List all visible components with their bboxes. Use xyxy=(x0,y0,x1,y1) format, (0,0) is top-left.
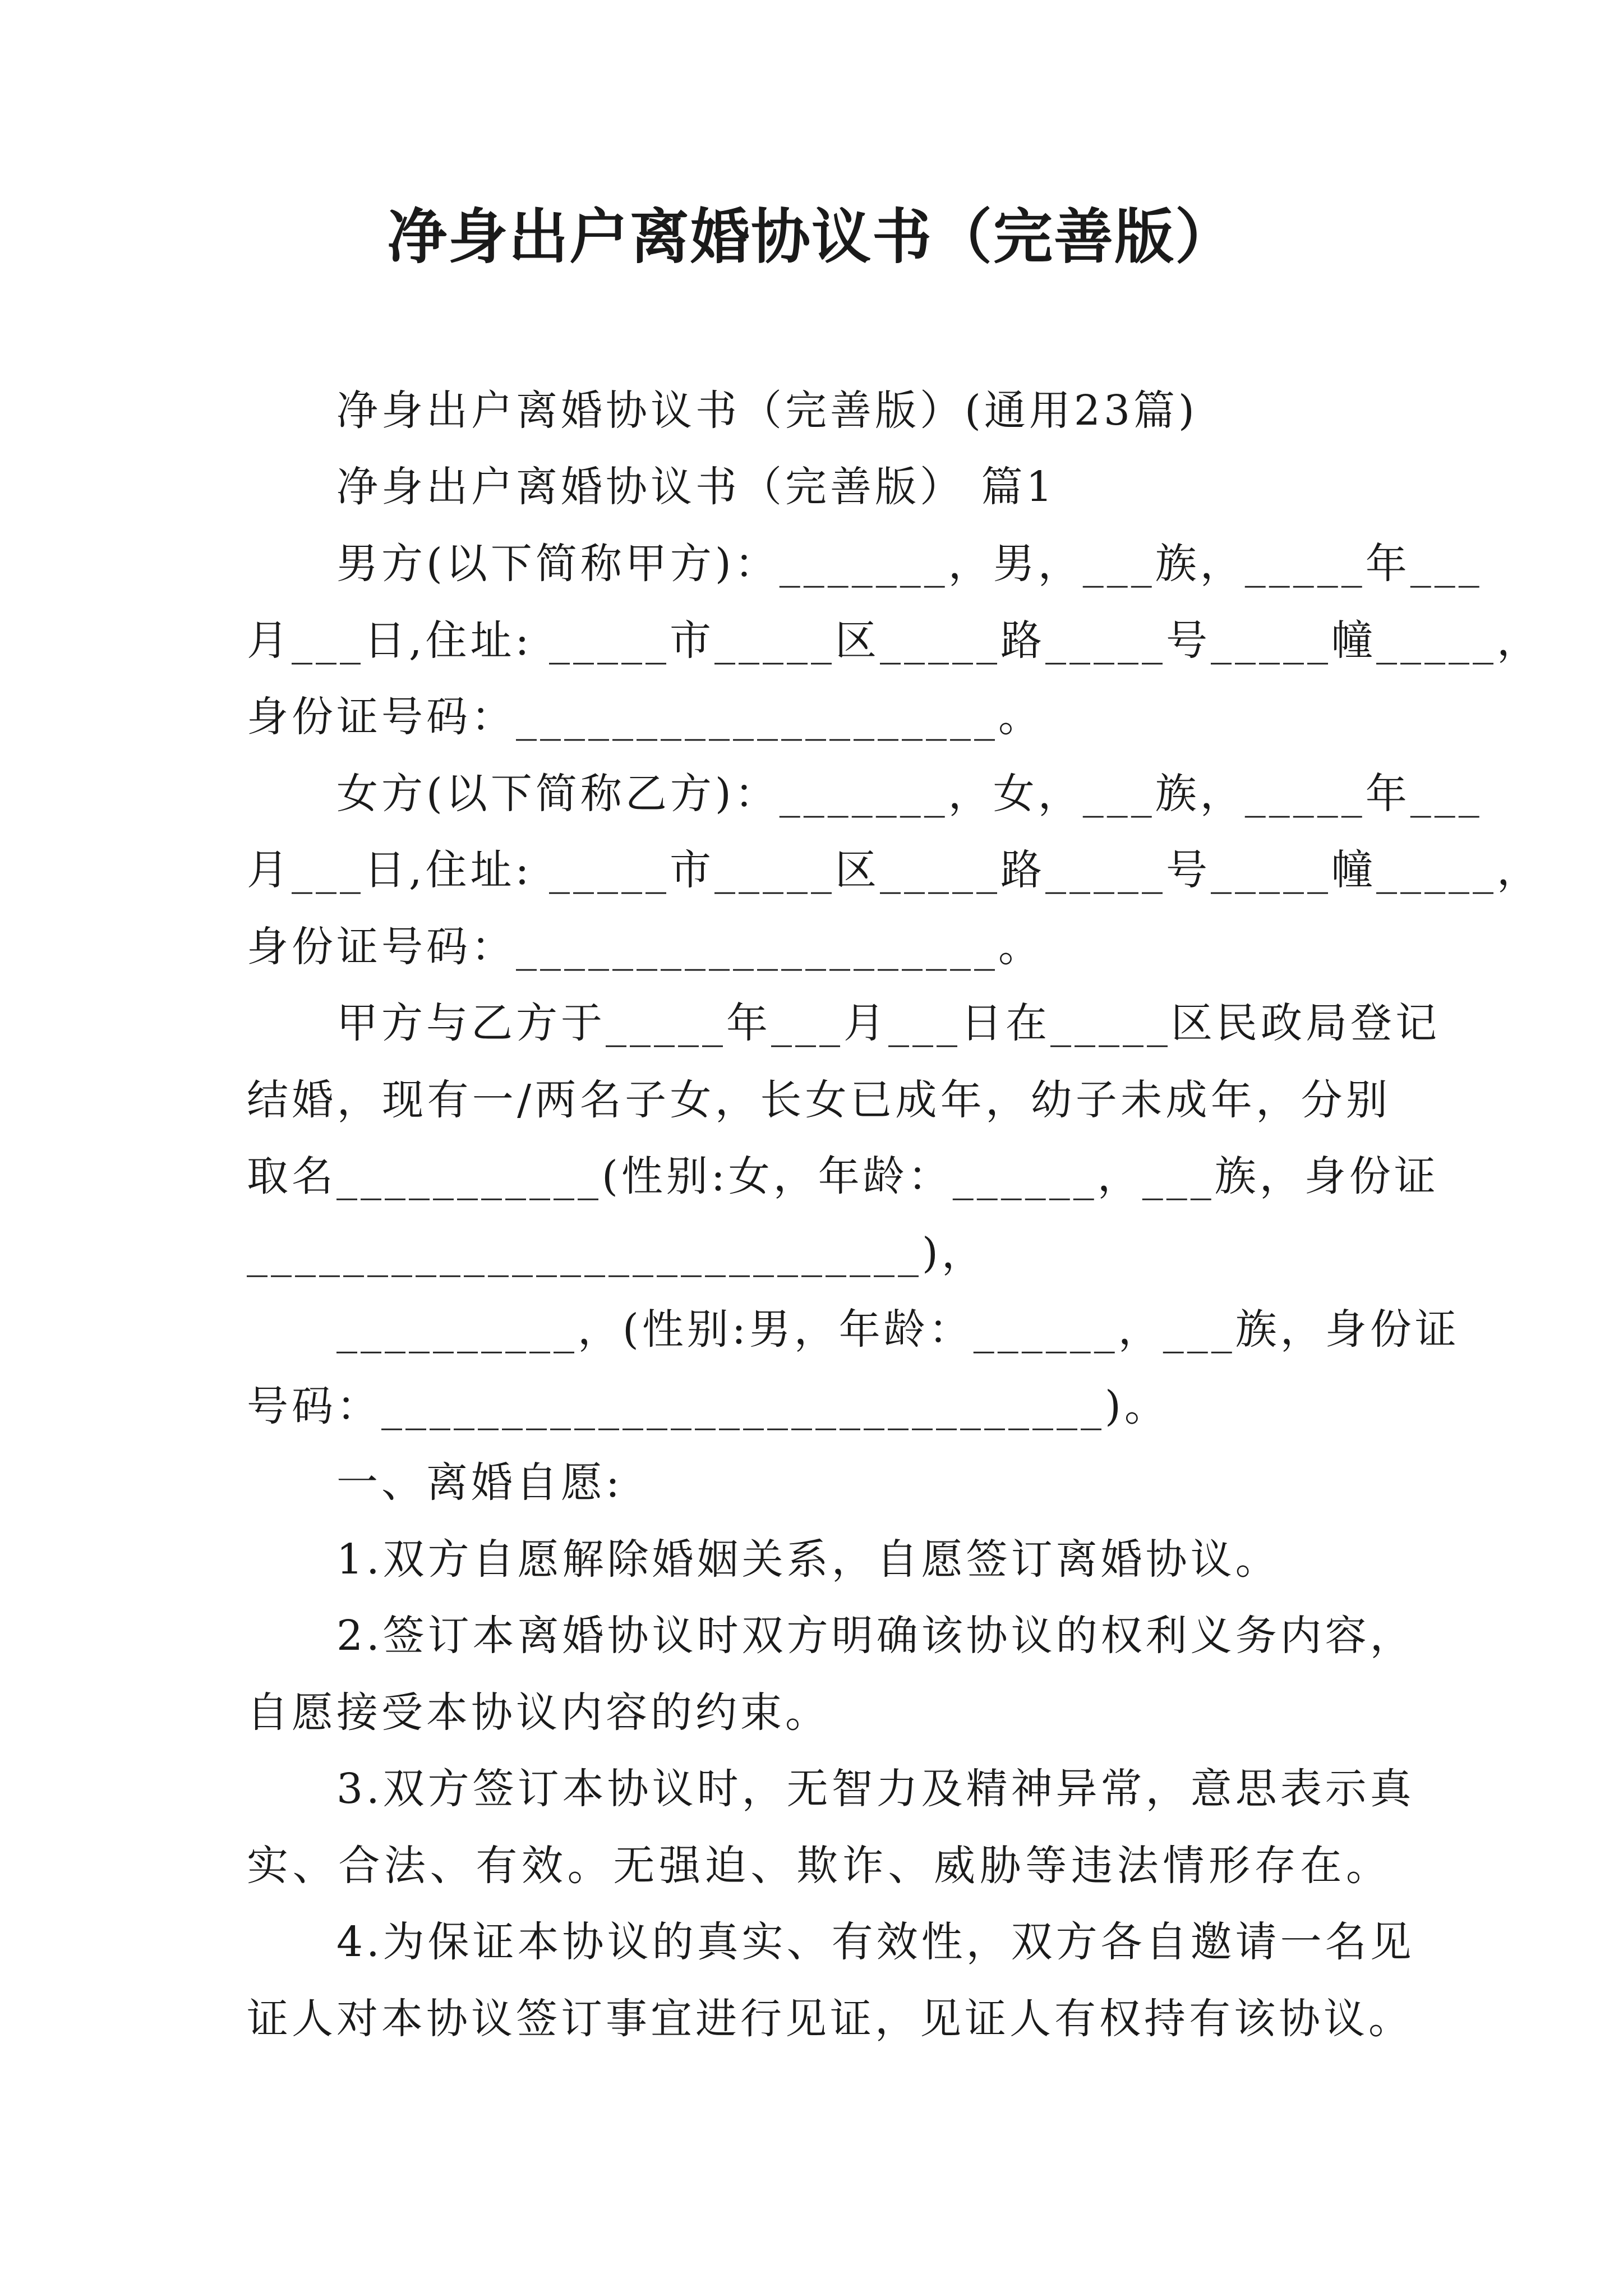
paragraph-line: 取名___________(性别:女，年龄：______，___族，身份证 xyxy=(247,1152,1439,1200)
document-title: 净身出户离婚协议书（完善版） xyxy=(388,201,1235,272)
section-heading: 净身出户离婚协议书（完善版） 篇1 xyxy=(336,463,1056,511)
paragraph-line: __________，(性别:男，年龄：______，___族，身份证 xyxy=(336,1305,1460,1354)
paragraph-line: 自愿接受本协议内容的约束。 xyxy=(247,1688,830,1737)
paragraph-line: 4.为保证本协议的真实、有效性，双方各自邀请一名见 xyxy=(336,1918,1415,1966)
paragraph-line: 1.双方自愿解除婚姻关系，自愿签订离婚协议。 xyxy=(336,1535,1280,1584)
paragraph-line: 证人对本协议签订事宜进行见证，见证人有权持有该协议。 xyxy=(247,1995,1413,2043)
paragraph-line: 月___日,住址: _____市_____区_____路_____号_____幢_____， xyxy=(247,846,1542,894)
paragraph-line: 实、合法、有效。无强迫、欺诈、威胁等违法情形存在。 xyxy=(247,1842,1391,1890)
paragraph-line: 月___日,住址: _____市_____区_____路_____号_____幢_____， xyxy=(247,616,1542,665)
paragraph-line: 身份证号码：____________________。 xyxy=(247,923,1043,971)
paragraph-line: 女方(以下简称乙方)：_______，女，___族，_____年___ xyxy=(336,770,1483,818)
paragraph-line: 结婚，现有一/两名子女，长女已成年，幼子未成年，分别 xyxy=(247,1076,1391,1124)
paragraph-line: 号码：______________________________)。 xyxy=(247,1382,1169,1430)
paragraph-line: 男方(以下简称甲方)：_______，男，___族，_____年___ xyxy=(336,540,1483,588)
paragraph-line: ____________________________)， xyxy=(247,1229,986,1277)
paragraph-line: 甲方与乙方于_____年___月___日在_____区民政局登记 xyxy=(336,999,1440,1047)
paragraph-line: 2.签订本离婚协议时双方明确该协议的权利义务内容， xyxy=(336,1612,1415,1660)
paragraph-line: 身份证号码：____________________。 xyxy=(247,693,1043,741)
subtitle-line: 净身出户离婚协议书（完善版）(通用23篇) xyxy=(336,386,1198,435)
paragraph-line: 3.双方签订本协议时，无智力及精神异常，意思表示真 xyxy=(336,1765,1415,1813)
section-heading: 一、离婚自愿: xyxy=(336,1458,623,1507)
